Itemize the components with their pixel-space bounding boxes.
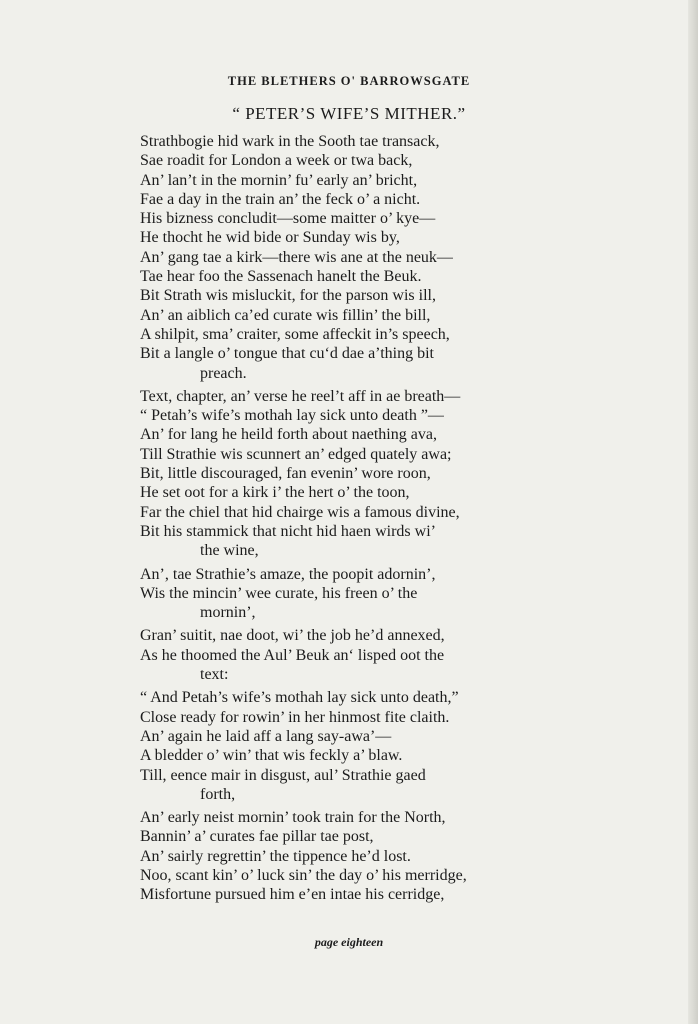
poem-line: Noo, scant kin’ o’ luck sin’ the day o’ his merridge, — [140, 866, 467, 884]
poem-line-continuation: mornin’, — [200, 604, 256, 622]
poem-line: Fae a day in the train an’ the feck o’ a nicht. — [140, 190, 421, 208]
poem-line: A shilpit, sma’ craiter, some affeckit in’s speech, — [140, 325, 450, 343]
poem-line: Text, chapter, an’ verse he reel’t aff in ae breath— — [140, 387, 461, 405]
poem-line: An’ an aiblich ca’ed curate wis fillin’ the bill, — [140, 306, 431, 324]
poem-line: Far the chiel that hid chairge wis a famous divine, — [140, 503, 460, 521]
poem-line: Strathbogie hid wark in the Sooth tae transack, — [140, 133, 440, 150]
poem-line-continuation: the wine, — [200, 542, 259, 560]
page-edge — [688, 0, 698, 1024]
poem-line: Sae roadit for London a week or twa back, — [140, 152, 413, 170]
poem-line: His bizness concludit—some maitter o’ kye— — [140, 210, 436, 228]
poem-line: An’ for lang he heild forth about naething ava, — [140, 426, 437, 444]
poem-line: He set oot for a kirk i’ the hert o’ the toon, — [140, 484, 410, 502]
poem-line: An’ again he laid aff a lang say-awa’— — [140, 727, 392, 745]
poem-line: An’ gang tae a kirk—there wis ane at the neuk— — [140, 248, 453, 266]
poem-line-continuation: text: — [200, 666, 229, 684]
poem-line: Close ready for rowin’ in her hinmost fite claith. — [140, 708, 450, 726]
page-number: page eighteen — [314, 935, 384, 949]
poem-line: Tae hear foo the Sassenach hanelt the Beuk. — [140, 268, 422, 286]
poem-line: An’ early neist mornin’ took train for the North, — [140, 809, 446, 827]
running-head: THE BLETHERS O' BARROWSGATE — [227, 74, 471, 88]
poem-line: Bannin’ a’ curates fae pillar tae post, — [140, 828, 374, 846]
poem-line: An’ sairly regrettin’ the tippence he’d lost. — [140, 847, 411, 865]
poem-line: Bit, little discouraged, fan evenin’ wore roon, — [140, 465, 431, 483]
poem-line: Bit a langle o’ tongue that cu‘d dae a’thing bit — [140, 345, 434, 363]
poem-body — [140, 132, 590, 905]
poem-line: Gran’ suitit, nae doot, wi’ the job he’d annexed, — [140, 627, 445, 645]
poem-line: Wis the mincin’ wee curate, his freen o’ the — [140, 584, 418, 602]
poem-line: “ Petah’s wife’s mothah lay sick unto death ”— — [140, 407, 444, 425]
poem-line: Bit his stammick that nicht hid haen wirds wi’ — [140, 522, 436, 540]
poem-line: He thocht he wid bide or Sunday wis by, — [140, 229, 400, 247]
poem-line: Till Strathie wis scunnert an’ edged quately awa; — [140, 445, 452, 463]
poem-line: Bit Strath wis misluckit, for the parson wis ill, — [140, 287, 436, 305]
poem-line: As he thoomed the Aul’ Beuk an‘ lisped oot the — [140, 646, 445, 664]
poem-line-continuation: preach. — [200, 364, 247, 382]
poem-line: Till, eence mair in disgust, aul’ Strathie gaed — [140, 766, 426, 784]
poem-line: An’ lan’t in the mornin’ fu’ early an’ bricht, — [140, 171, 418, 189]
poem-line: “ And Petah’s wife’s mothah lay sick unto death,” — [140, 689, 459, 707]
poem-title: “ PETER’S WIFE’S MITHER.” — [232, 104, 466, 123]
poem-line: An’, tae Strathie’s amaze, the poopit adornin’, — [140, 565, 436, 583]
poem-line: A bledder o’ win’ that wis feckly a’ blaw. — [140, 747, 403, 765]
poem-line-continuation: forth, — [200, 785, 236, 803]
poem-line: Misfortune pursued him e’en intae his cerridge, — [140, 886, 445, 904]
